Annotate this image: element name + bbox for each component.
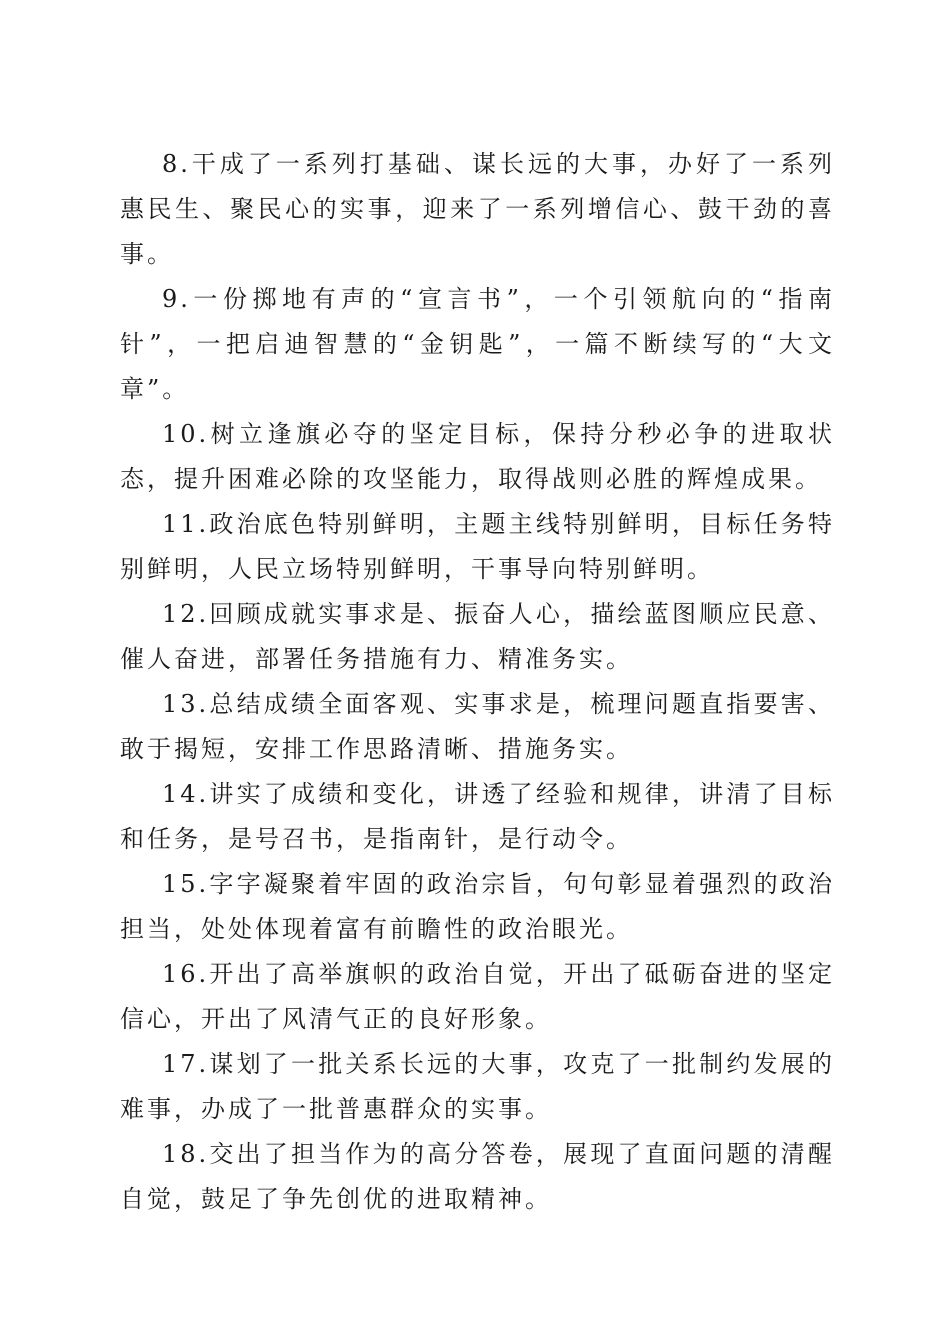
paragraph-18: 18.交出了担当作为的高分答卷，展现了直面问题的清醒自觉，鼓足了争先创优的进取精神。 <box>120 1140 835 1213</box>
paragraph-13: 13.总结成绩全面客观、实事求是，梳理问题直指要害、敢于揭短，安排工作思路清晰、措施务实。 <box>120 690 835 763</box>
paragraph-17: 17.谋划了一批关系长远的大事，攻克了一批制约发展的难事，办成了一批普惠群众的实事。 <box>120 1050 835 1123</box>
paragraph-16: 16.开出了高举旗帜的政治自觉，开出了砥砺奋进的坚定信心，开出了风清气正的良好形象。 <box>120 960 835 1033</box>
paragraph-9: 9.一份掷地有声的“宣言书”，一个引领航向的“指南针”，一把启迪智慧的“金钥匙”，一篇不断续写的“大文章”。 <box>120 285 835 403</box>
paragraph-8: 8.干成了一系列打基础、谋长远的大事，办好了一系列惠民生、聚民心的实事，迎来了一系列增信心、鼓干劲的喜事。 <box>120 150 835 268</box>
paragraph-11: 11.政治底色特别鲜明，主题主线特别鲜明，目标任务特别鲜明，人民立场特别鲜明，干事导向特别鲜明。 <box>120 510 835 583</box>
paragraph-10: 10.树立逢旗必夺的坚定目标，保持分秒必争的进取状态，提升困难必除的攻坚能力，取得战则必胜的辉煌成果。 <box>120 420 835 493</box>
paragraph-15: 15.字字凝聚着牢固的政治宗旨，句句彰显着强烈的政治担当，处处体现着富有前瞻性的政治眼光。 <box>120 870 835 943</box>
document-body <box>120 142 835 1222</box>
paragraph-14: 14.讲实了成绩和变化，讲透了经验和规律，讲清了目标和任务，是号召书，是指南针，是行动令。 <box>120 780 835 853</box>
paragraph-12: 12.回顾成就实事求是、振奋人心，描绘蓝图顺应民意、催人奋进，部署任务措施有力、精准务实。 <box>120 600 835 673</box>
